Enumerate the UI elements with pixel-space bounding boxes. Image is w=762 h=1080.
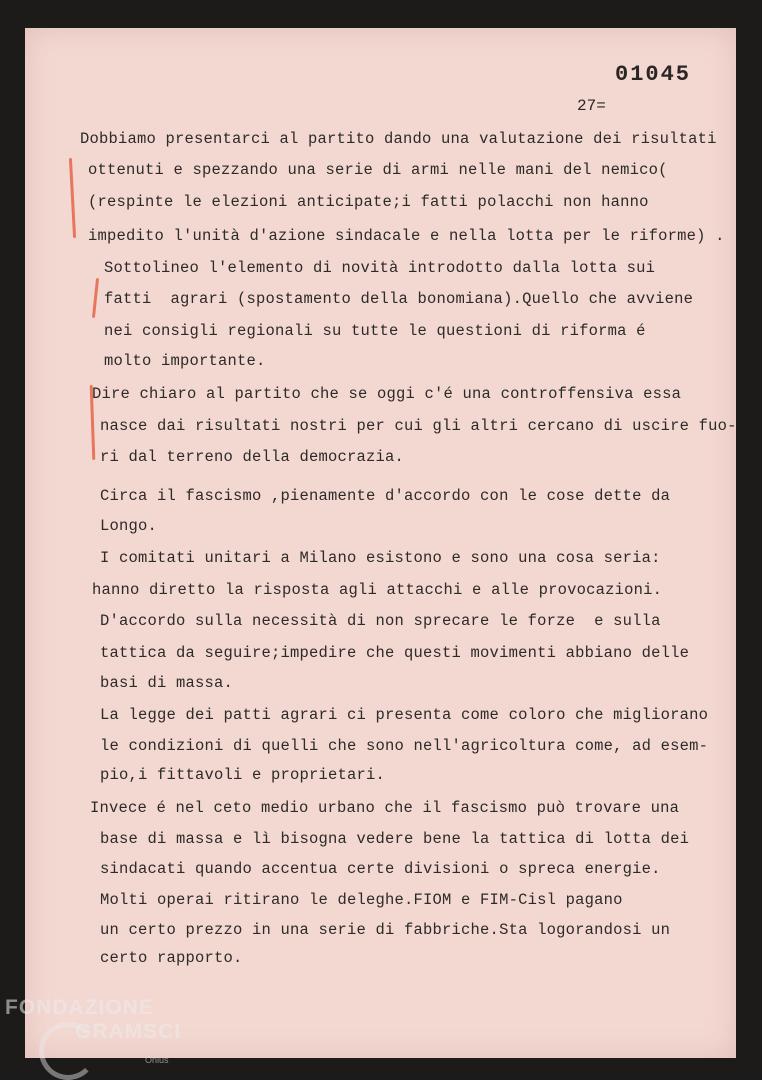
watermark-suffix: Onlus: [145, 1055, 169, 1065]
text-line: I comitati unitari a Milano esistono e sono una cosa seria:: [100, 549, 661, 567]
text-line: le condizioni di quelli che sono nell'agricoltura come, ad esem-: [100, 737, 709, 755]
text-line: ri dal terreno della democrazia.: [100, 448, 405, 466]
text-line: (respinte le elezioni anticipate;i fatti polacchi non hanno: [88, 193, 649, 211]
logo-ring: [39, 1022, 97, 1080]
text-line: Longo.: [100, 517, 158, 535]
text-line: Invece é nel ceto medio urbano che il fascismo può trovare una: [90, 799, 680, 817]
text-line: ottenuti e spezzando una serie di armi nelle mani del nemico(: [88, 161, 668, 179]
text-line: D'accordo sulla necessità di non sprecare le forze e sulla: [100, 612, 661, 630]
text-line: Dobbiamo presentarci al partito dando una valutazione dei risultati: [80, 130, 717, 148]
text-line: molto importante.: [104, 352, 266, 370]
text-line: sindacati quando accentua certe divisioni o spreca energie.: [100, 860, 661, 878]
text-line: un certo prezzo in una serie di fabbriche.Sta logorandosi un: [100, 921, 671, 939]
watermark-line1: FONDAZIONE: [5, 996, 154, 1019]
watermark-logo: [5, 996, 195, 1076]
text-line: Molti operai ritirano le deleghe.FIOM e FIM-Cisl pagano: [100, 891, 623, 909]
text-line: Dire chiaro al partito che se oggi c'é una controffensiva essa: [92, 385, 682, 403]
text-line: nasce dai risultati nostri per cui gli altri cercano di uscire fuo-: [100, 417, 737, 435]
text-line: tattica da seguire;impedire che questi movimenti abbiano delle: [100, 644, 690, 662]
page-number: 27=: [577, 97, 606, 115]
text-line: certo rapporto.: [100, 949, 243, 967]
text-line: Sottolineo l'elemento di novità introdotto dalla lotta sui: [104, 259, 656, 277]
text-line: Circa il fascismo ,pienamente d'accordo con le cose dette da: [100, 487, 671, 505]
text-line: basi di massa.: [100, 674, 234, 692]
text-line: impedito l'unità d'azione sindacale e nella lotta per le riforme) .: [88, 227, 725, 245]
text-line: fatti agrari (spostamento della bonomiana).Quello che avviene: [104, 290, 694, 308]
text-line: hanno diretto la risposta agli attacchi e alle provocazioni.: [92, 581, 663, 599]
text-line: pio,i fittavoli e proprietari.: [100, 766, 386, 784]
document-number: 01045: [615, 62, 692, 87]
text-line: base di massa e lì bisogna vedere bene la tattica di lotta dei: [100, 830, 690, 848]
text-line: nei consigli regionali su tutte le questioni di riforma é: [104, 322, 646, 340]
watermark-line2: GRAMSCI: [75, 1020, 182, 1043]
text-line: La legge dei patti agrari ci presenta come coloro che migliorano: [100, 706, 709, 724]
